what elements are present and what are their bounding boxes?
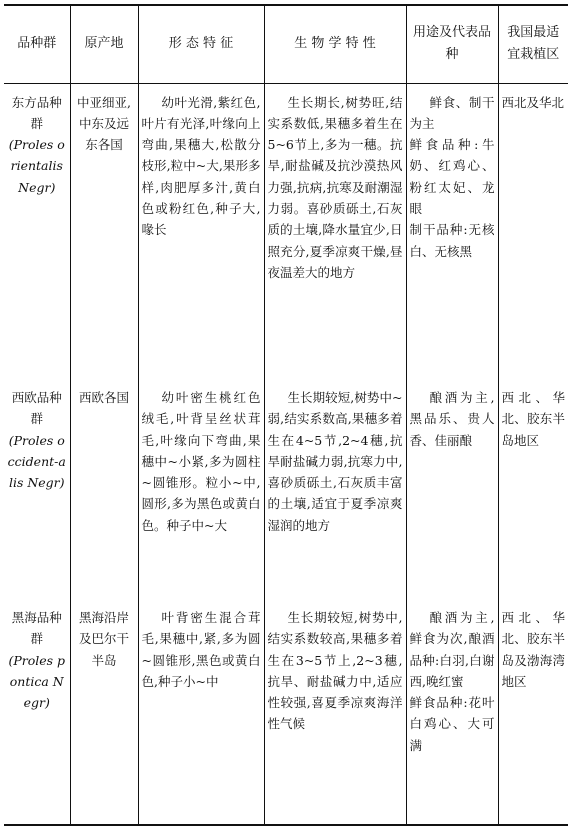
use-fresh-text: 鲜食品种:牛奶、红鸡心、粉红太妃、龙眼 [409, 137, 495, 216]
use-fresh-text: 鲜食品种:花叶白鸡心、大可满 [409, 695, 495, 753]
use-main-text: 酿酒为主,黑品乐、贵人香、佳丽酿 [409, 390, 495, 448]
table-body [4, 83, 568, 825]
use-main-text: 鲜食、制干为主 [409, 94, 495, 131]
origin-cell: 黑海沿岸及巴尔干半岛 [70, 599, 138, 825]
header-row [4, 5, 568, 83]
region-cell: 西北及华北 [498, 83, 568, 379]
morphology-text: 幼叶密生桃红色绒毛,叶背呈丝状茸毛,叶缘向下弯曲,果穗中~小紧,多为圆柱~圆锥形。粒小~中,圆形,多为黑色或黄白色。种子中~大 [141, 390, 261, 533]
biology-cell [264, 599, 406, 825]
biology-text: 生长期较短,树势中~弱,结实系数高,果穗多着生在4~5节,2~4穗,抗旱耐盐碱力弱,抗寒力中,喜砂质砾土,石灰质丰富的土壤,适宜于夏季凉爽湿润的地方 [267, 390, 403, 533]
morphology-text: 幼叶光滑,紫红色,叶片有光泽,叶缘向上弯曲,果穗大,松散分枝形,粒中~大,果形多样,肉肥厚多汁,黄白色或粉红色,种子大,喙长 [141, 94, 261, 238]
morphology-text: 叶背密生混合茸毛,果穗中,紧,多为圆~圆锥形,黑色或黄白色,种子小~中 [141, 610, 261, 689]
header-biology: 生 物 学 特 性 [264, 5, 406, 83]
morphology-cell [138, 83, 264, 379]
group-latin-name: (Proles orientalis Negr) [8, 137, 65, 195]
biology-cell [264, 83, 406, 379]
origin-cell: 西欧各国 [70, 379, 138, 599]
table-row [4, 379, 568, 599]
use-cell [406, 83, 498, 379]
biology-text: 生长期长,树势旺,结实系数低,果穗多着生在5~6节上,多为一穗。抗旱,耐盐碱及抗沙漠热风力强,抗病,抗寒及耐潮湿力弱。喜砂质砾土,石灰质的土壤,降水量宜少,日照充分,夏季凉爽干燥,昼夜温差大的地方 [267, 94, 403, 280]
header-region: 我国最适宜栽植区 [498, 5, 568, 83]
region-cell: 西北、华北、胶东半岛地区 [498, 379, 568, 599]
table-header [4, 5, 568, 83]
header-use: 用途及代表品种 [406, 5, 498, 83]
morphology-cell [138, 379, 264, 599]
group-name: 西欧品种群 [11, 390, 62, 427]
group-name: 东方品种群 [11, 94, 62, 131]
group-cell [4, 599, 70, 825]
use-cell [406, 379, 498, 599]
table-row [4, 83, 568, 379]
group-cell [4, 83, 70, 379]
biology-cell [264, 379, 406, 599]
use-main-text: 酿酒为主,鲜食为次,酿酒品种:白羽,白谢西,晚红蜜 [409, 610, 495, 689]
morphology-cell [138, 599, 264, 825]
group-cell [4, 379, 70, 599]
origin-cell: 中亚细亚,中东及远东各国 [70, 83, 138, 379]
header-morphology: 形 态 特 征 [138, 5, 264, 83]
biology-text: 生长期较短,树势中,结实系数较高,果穗多着生在3~5节上,2~3穗,抗旱、耐盐碱力中,适应性较强,喜夏季凉爽海洋性气候 [267, 610, 403, 732]
header-origin: 原产地 [70, 5, 138, 83]
group-latin-name: (Proles pontica Negr) [8, 652, 66, 711]
header-group: 品种群 [4, 5, 70, 83]
group-name: 黑海品种群 [11, 610, 62, 647]
group-latin-name: (Proles occident-alis Negr) [7, 432, 66, 491]
table-row [4, 599, 568, 825]
use-cell [406, 599, 498, 825]
grape-variety-group-table [4, 4, 568, 826]
region-cell: 西北、华北、胶东半岛及渤海湾地区 [498, 599, 568, 825]
use-dried-text: 制干品种:无核白、无核黑 [409, 222, 495, 259]
